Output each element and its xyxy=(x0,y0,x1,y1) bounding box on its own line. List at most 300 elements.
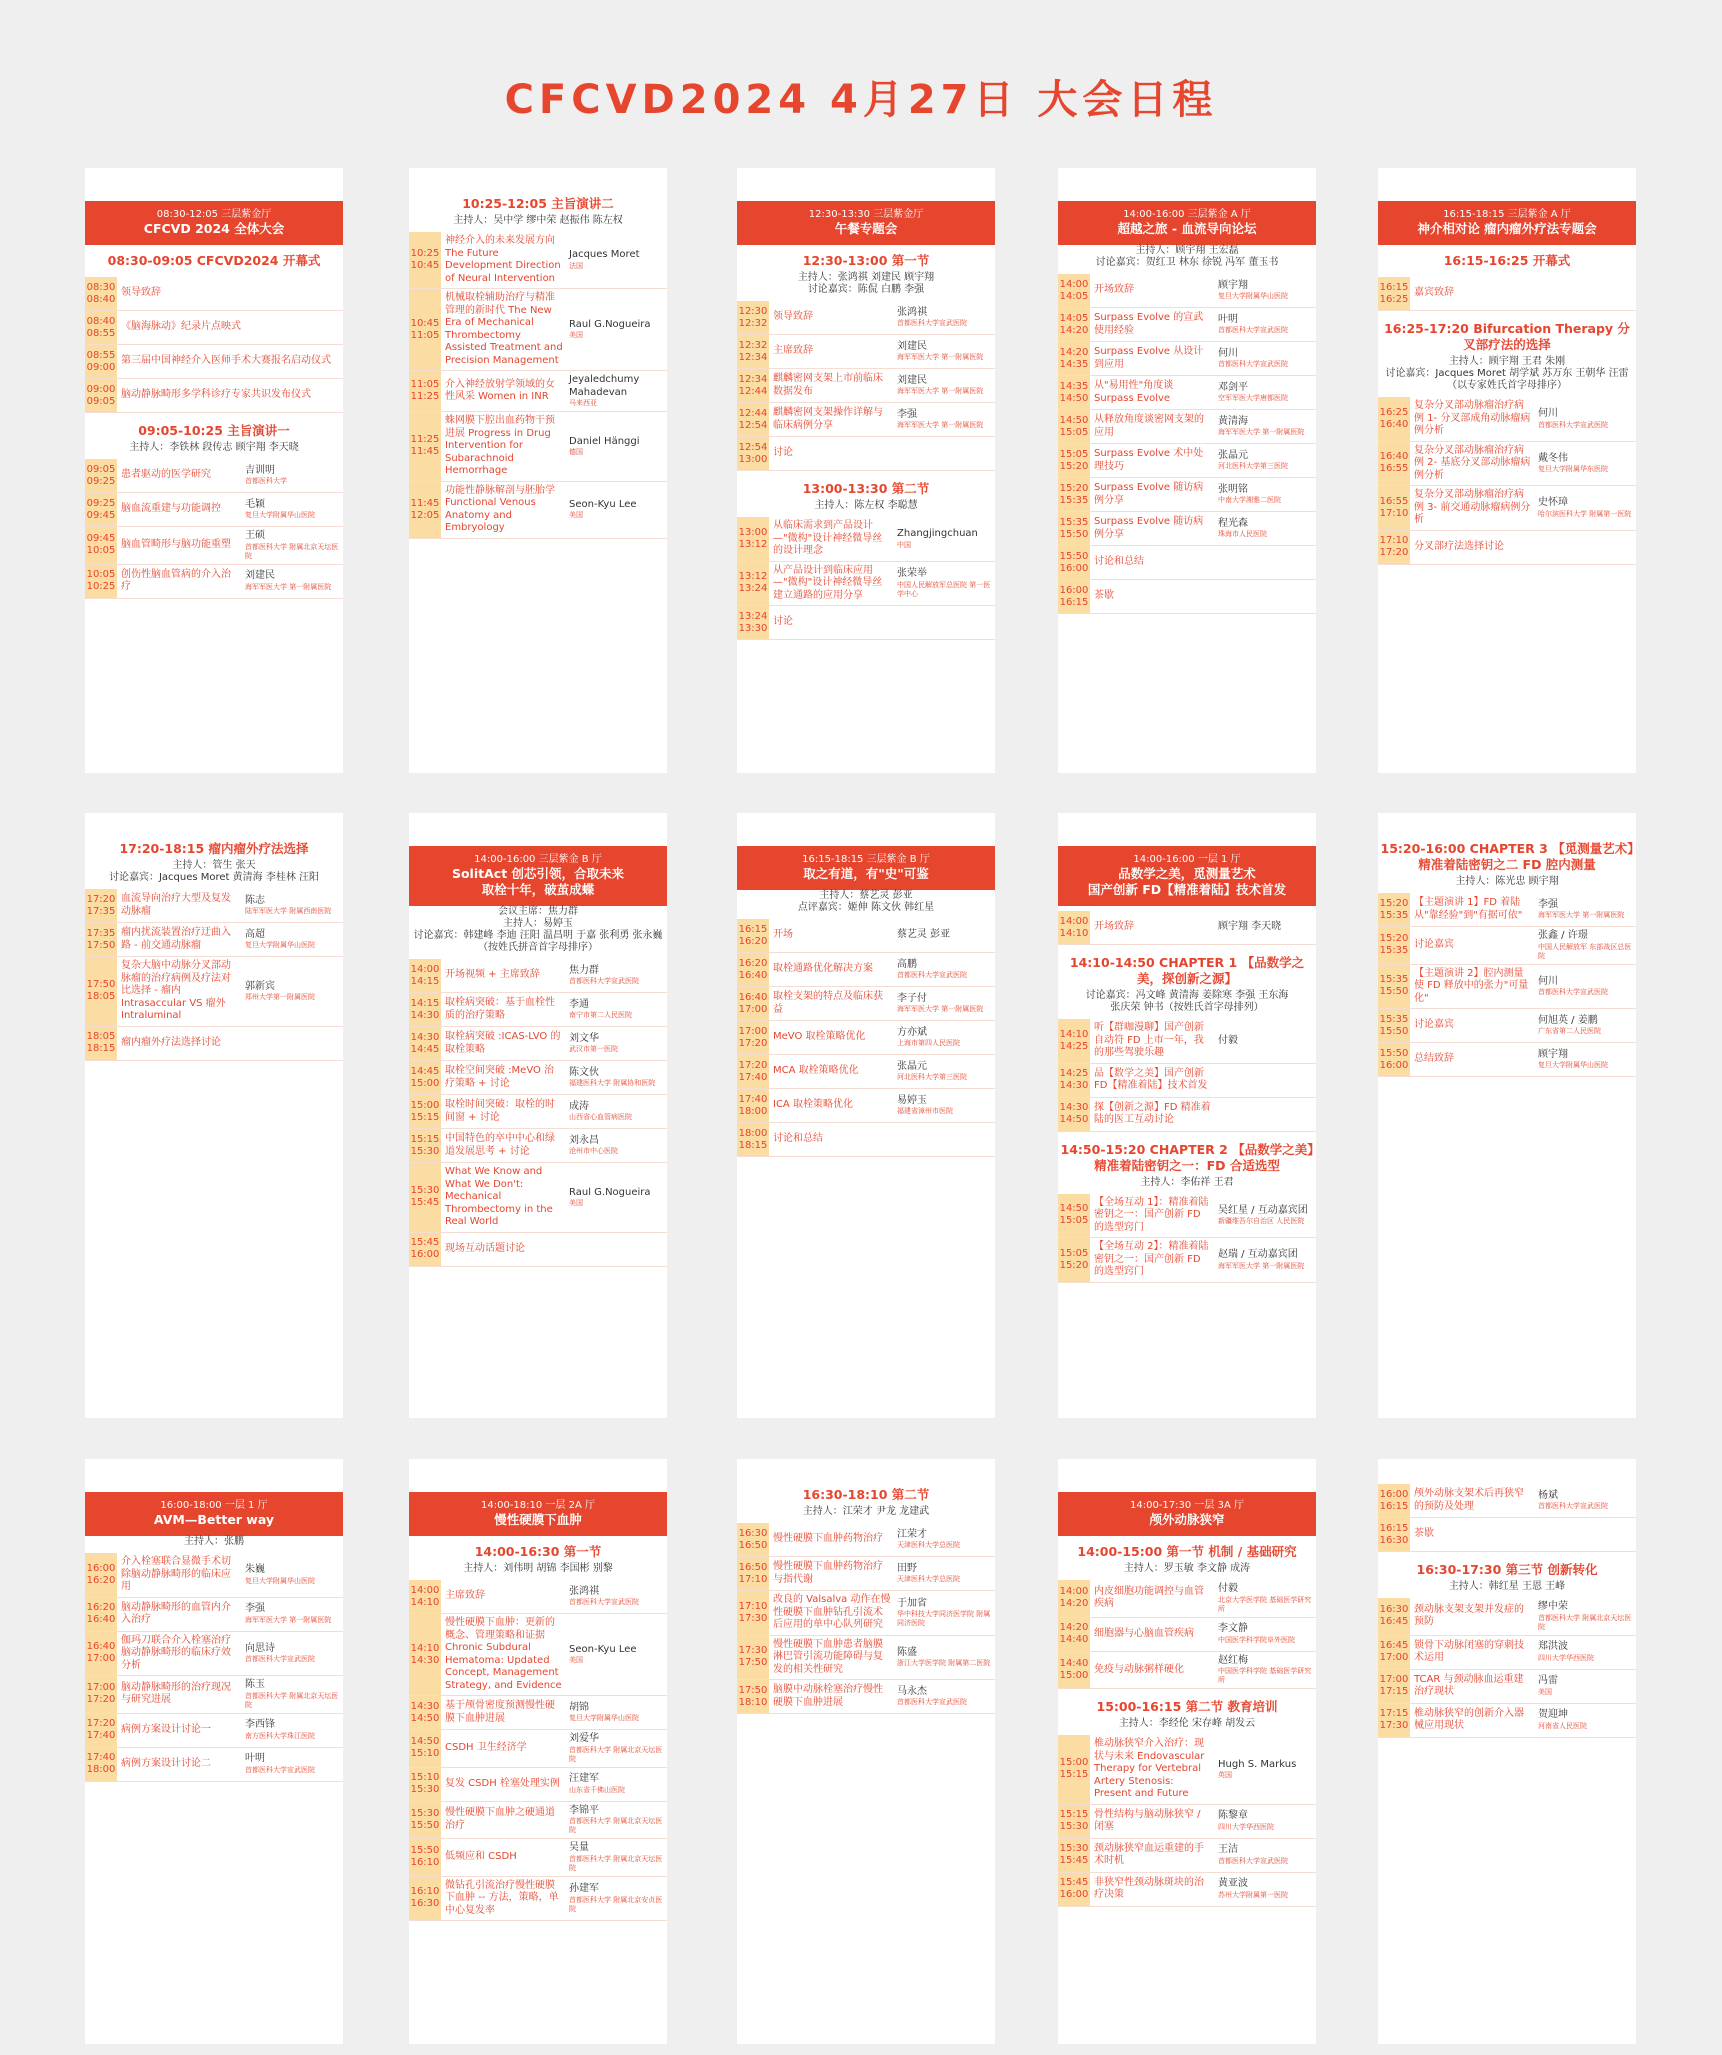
speaker-name: 张鸿祺 xyxy=(569,1585,599,1597)
session-header xyxy=(737,201,995,245)
speaker-cell xyxy=(243,957,343,1026)
talk-topic: 微钻孔引流治疗慢性硬膜下血肿 -- 方法，策略，单中心复发率 xyxy=(445,1879,559,1916)
agenda-list xyxy=(737,1523,995,1714)
session-block xyxy=(409,188,667,539)
talk-topic: 细胞器与心脑血管疾病 xyxy=(1094,1627,1194,1639)
time-cell xyxy=(409,1768,441,1801)
speaker-cell xyxy=(243,1632,343,1676)
time-start: 15:20 xyxy=(1379,933,1409,945)
time-end: 15:20 xyxy=(1059,460,1089,472)
time-cell xyxy=(85,1027,117,1060)
time-cell xyxy=(1378,927,1410,964)
section-title: 16:25-17:20 Bifurcation Therapy 分叉部疗法的选择 xyxy=(1384,321,1630,352)
time-cell xyxy=(409,412,441,481)
agenda-list xyxy=(1378,1484,1636,1552)
talk-topic: 非狭窄性颈动脉斑块的治疗决策 xyxy=(1094,1876,1204,1900)
talk-topic: 瘤内瘤外疗法选择讨论 xyxy=(121,1036,221,1048)
time-cell xyxy=(737,1680,769,1713)
talk-topic: 取栓通路优化解决方案 xyxy=(773,963,873,975)
agenda-row xyxy=(737,1636,995,1681)
agenda-row xyxy=(85,565,343,599)
host-line: 讨论嘉宾：韩建峰 李迪 汪阳 温昌明 于嘉 张利勇 张永巍 xyxy=(413,930,663,941)
time-start: 14:00 xyxy=(410,1584,440,1596)
speaker-name: 陈志 xyxy=(245,894,265,906)
speaker-cell xyxy=(1216,1098,1316,1131)
time-end: 16:20 xyxy=(86,1574,116,1586)
time-cell xyxy=(409,993,441,1026)
speaker-affiliation: 复旦大学附属华山医院 xyxy=(1538,1061,1608,1070)
talk-topic: 麒麟密网支架操作详解与临床病例分享 xyxy=(773,407,883,431)
speaker-cell xyxy=(567,1696,667,1729)
agenda-row xyxy=(1058,1098,1316,1132)
talk-topic: 介入神经放射学领域的女性风采 Women in INR xyxy=(445,378,555,402)
time-cell xyxy=(1058,1580,1090,1617)
speaker-name: 刘建民 xyxy=(245,570,275,582)
time-end: 11:45 xyxy=(410,446,440,458)
time-start: 14:45 xyxy=(410,1065,440,1077)
speaker-cell xyxy=(1536,277,1636,310)
speaker-cell xyxy=(1536,397,1636,441)
time-cell xyxy=(1378,1484,1410,1517)
time-start: 14:00 xyxy=(1059,1586,1089,1598)
time-start: 17:15 xyxy=(1379,1708,1409,1719)
speaker-affiliation: 首都医科大学宣武医院 xyxy=(1218,360,1288,369)
speaker-name: 贺迎坤 xyxy=(1538,1709,1568,1721)
speaker-name: Raul G.Nogueira xyxy=(569,1186,651,1198)
host-line: 主持人：刘伟明 胡锦 李国彬 别黎 xyxy=(463,1563,613,1574)
speaker-cell xyxy=(567,1730,667,1767)
speaker-name: 毛颖 xyxy=(245,498,265,510)
talk-topic: 讨论 xyxy=(773,616,793,628)
agenda-list xyxy=(85,459,343,599)
time-cell xyxy=(1058,444,1090,477)
time-cell xyxy=(737,919,769,952)
talk-topic: 蛛网膜下腔出血药物干预进展 Progress in Drug Intervention for Subarachnoid Hemorrhage xyxy=(445,415,555,476)
speaker-name: 付毅 xyxy=(1218,1583,1238,1594)
agenda-row xyxy=(1058,512,1316,546)
agenda-row xyxy=(409,959,667,993)
speaker-name: 吴红星 / 互动嘉宾团 xyxy=(1218,1204,1308,1216)
speaker-name: 刘文华 xyxy=(569,1032,599,1044)
time-end: 10:05 xyxy=(86,545,116,557)
talk-topic: 病例方案设计讨论一 xyxy=(121,1723,211,1735)
speaker-name: Daniel Hänggi xyxy=(569,435,640,447)
agenda-row xyxy=(737,562,995,607)
time-start: 16:15 xyxy=(1379,281,1409,293)
talk-topic: 机械取栓辅助治疗与精准管理的新时代 The New Era of Mechanical Thrombectomy Assisted Treatment and Precision Management xyxy=(445,292,563,366)
session-venue: 14:00-16:00 三层紫金 B 厅 xyxy=(474,854,602,865)
session-title: 神介相对论 瘤内瘤外疗法专题会 xyxy=(1417,221,1597,236)
talk-topic: 从产品设计到临床应用—"微构"设计神经微导丝建立通路的应用分享 xyxy=(773,564,883,601)
time-start: 17:40 xyxy=(738,1093,768,1105)
host-line: （以专家姓氏首字母排序） xyxy=(1447,380,1567,391)
agenda-row xyxy=(85,345,343,379)
agenda-row xyxy=(85,1632,343,1677)
time-cell xyxy=(409,1802,441,1839)
time-start: 13:00 xyxy=(738,526,768,538)
time-end: 14:30 xyxy=(410,1009,440,1021)
speaker-affiliation: 海军军医大学 第一附属医院 xyxy=(897,353,984,362)
talk-topic: 主席致辞 xyxy=(773,345,813,357)
time-cell xyxy=(85,1748,117,1781)
speaker-affiliation: 首都医科大学宣武医院 xyxy=(1538,420,1608,429)
session-block xyxy=(85,415,343,599)
time-end: 14:45 xyxy=(410,1043,440,1055)
speaker-affiliation: 海军军医大学 第一附属医院 xyxy=(1218,1261,1305,1270)
speaker-affiliation: 首都医科大学 附属北京天坛医院 xyxy=(245,1691,339,1709)
time-end: 14:35 xyxy=(1059,358,1089,370)
time-start: 14:00 xyxy=(1059,915,1089,927)
speaker-name: 杨斌 xyxy=(1538,1489,1558,1501)
time-start: 09:45 xyxy=(86,533,116,545)
speaker-cell xyxy=(243,923,343,956)
time-start: 10:05 xyxy=(86,569,116,580)
time-end: 16:15 xyxy=(1059,596,1089,608)
host-line: 主持人：江荣才 尹龙 龙建武 xyxy=(802,1506,930,1517)
host-line: 会议主席：焦力群 xyxy=(498,906,578,917)
host-line: 讨论嘉宾：Jacques Moret 胡学斌 苏万东 王朝华 汪雷 xyxy=(1385,368,1629,379)
time-cell xyxy=(737,1523,769,1556)
speaker-affiliation: 复旦大学附属华山医院 xyxy=(1218,292,1288,301)
time-end: 13:00 xyxy=(738,453,768,465)
speaker-name: 顾宇翔 李天晓 xyxy=(1218,921,1282,933)
session-block xyxy=(1058,846,1316,945)
time-cell xyxy=(737,1123,769,1156)
time-start: 14:15 xyxy=(410,997,440,1009)
time-start: 16:40 xyxy=(86,1641,116,1653)
schedule-column xyxy=(85,1459,343,2044)
host-line: 讨论嘉宾：Jacques Moret 黄清海 李桂林 汪阳 xyxy=(108,872,320,883)
time-start: 11:25 xyxy=(410,434,440,446)
speaker-name: 陈盛 xyxy=(897,1646,917,1658)
speaker-affiliation: 中国人民解放军总医院 第一医学中心 xyxy=(897,580,991,598)
talk-topic: 听【群咖漫聊】国产创新自动符 FD 上市一年，我的那些驾驶乐趣 xyxy=(1094,1022,1204,1058)
session-block xyxy=(1378,1484,1636,1552)
talk-topic: 开场致辞 xyxy=(1094,921,1134,933)
agenda-row xyxy=(409,1730,667,1768)
speaker-cell xyxy=(1216,1019,1316,1063)
speaker-affiliation: 四川大学华西医院 xyxy=(1538,1653,1594,1662)
speaker-cell xyxy=(243,527,343,564)
time-cell xyxy=(737,1021,769,1054)
time-start: 14:50 xyxy=(1059,414,1089,426)
agenda-row xyxy=(737,1557,995,1591)
agenda-list xyxy=(1058,911,1316,945)
host-line: 点评嘉宾：姬伸 陈文伙 韩红星 xyxy=(797,902,935,913)
speaker-cell xyxy=(567,1580,667,1613)
time-cell xyxy=(1058,308,1090,341)
agenda-row xyxy=(737,1591,995,1636)
time-end: 14:10 xyxy=(410,1596,440,1608)
speaker-affiliation: 美国 xyxy=(569,1656,583,1665)
speaker-affiliation: 山东省千佛山医院 xyxy=(569,1785,625,1794)
section-title: 09:05-10:25 主旨演讲一 xyxy=(138,423,290,438)
agenda-row xyxy=(409,1027,667,1061)
time-start: 17:20 xyxy=(86,893,116,905)
time-end: 08:40 xyxy=(86,293,116,305)
session-venue: 16:15-18:15 三层紫金 B 厅 xyxy=(802,854,930,865)
agenda-row xyxy=(85,1027,343,1061)
time-cell xyxy=(1058,911,1090,944)
speaker-affiliation: 沧州市中心医院 xyxy=(569,1147,618,1156)
host-line: 主持人：张鹏 xyxy=(184,1536,244,1547)
time-cell xyxy=(1058,376,1090,409)
session-title: AVM—Better way xyxy=(153,1512,275,1527)
agenda-row xyxy=(737,953,995,987)
session-title: 超越之旅 - 血流导向论坛 xyxy=(1117,221,1257,236)
host-line: 主持人：陈光忠 顾宇翔 xyxy=(1455,876,1559,887)
speaker-name: 刘永昌 xyxy=(569,1134,599,1146)
time-cell xyxy=(85,1632,117,1676)
agenda-row xyxy=(1058,274,1316,308)
time-start: 08:30 xyxy=(86,281,116,293)
speaker-name: 刘建民 xyxy=(897,340,927,352)
session-title: 品数学之美，觅测量艺术 xyxy=(1118,866,1256,881)
agenda-row xyxy=(1058,1064,1316,1098)
speaker-name: 成涛 xyxy=(569,1100,589,1112)
talk-topic: 讨论和总结 xyxy=(773,1133,823,1145)
time-start: 15:05 xyxy=(1059,1247,1089,1259)
session-title: 取栓十年，破茧成蝶 xyxy=(481,882,595,897)
time-start: 15:20 xyxy=(1059,482,1089,494)
talk-topic: 领导致辞 xyxy=(121,287,161,299)
agenda-row xyxy=(1378,893,1636,927)
time-cell xyxy=(737,562,769,606)
speaker-name: 赵红梅 xyxy=(1218,1654,1248,1666)
speaker-cell xyxy=(567,1163,667,1232)
talk-topic: 取栓时间突破：取栓的时间窗 + 讨论 xyxy=(445,1099,555,1123)
speaker-cell xyxy=(895,919,995,952)
time-start: 15:45 xyxy=(410,1237,440,1248)
time-end: 15:30 xyxy=(410,1145,440,1157)
time-start: 11:05 xyxy=(410,379,440,390)
talk-topic: 功能性静脉解剖与胚胎学 Functional Venous Anatomy and Embryology xyxy=(445,484,555,533)
time-end: 12:44 xyxy=(738,385,768,397)
time-cell xyxy=(1378,1518,1410,1551)
talk-topic: ICA 取栓策略优化 xyxy=(773,1099,853,1111)
speaker-cell xyxy=(567,412,667,481)
time-cell xyxy=(737,437,769,470)
time-cell xyxy=(409,289,441,370)
speaker-affiliation: 中国医学科学院阜外医院 xyxy=(1218,1635,1295,1644)
speaker-cell xyxy=(1216,1238,1316,1282)
time-start: 17:00 xyxy=(86,1682,116,1694)
speaker-affiliation: 首都医科大学 附属北京天坛医院 xyxy=(245,542,339,560)
speaker-affiliation: 中国 xyxy=(897,540,911,549)
speaker-cell xyxy=(895,301,995,334)
time-end: 17:30 xyxy=(1379,1720,1409,1731)
time-start: 17:35 xyxy=(86,927,116,939)
time-end: 16:55 xyxy=(1379,463,1409,475)
speaker-affiliation: 南方医科大学珠江医院 xyxy=(245,1731,315,1740)
talk-topic: 《脑海脉动》纪录片点映式 xyxy=(121,321,241,333)
speaker-cell xyxy=(895,1055,995,1088)
time-end: 15:30 xyxy=(1059,1821,1089,1832)
talk-topic: 慢性硬膜下血肿之硬通道治疗 xyxy=(445,1807,555,1831)
session-header xyxy=(1058,201,1316,245)
speaker-name: 朱巍 xyxy=(245,1564,265,1575)
speaker-affiliation: 浙江大学医学院 附属第二医院 xyxy=(897,1659,991,1667)
speaker-cell xyxy=(1536,442,1636,486)
time-cell xyxy=(85,379,117,412)
time-start: 16:00 xyxy=(1059,584,1089,596)
speaker-name: 史怀璋 xyxy=(1538,497,1568,508)
time-cell xyxy=(737,606,769,639)
agenda-row xyxy=(737,335,995,369)
time-cell xyxy=(409,959,441,992)
speaker-name: 高鹏 xyxy=(897,958,917,970)
time-end: 10:45 xyxy=(410,260,440,271)
section-title: 15:20-16:00 CHAPTER 3 【觅测量艺术】精准着陆密钥之二 FD 腔内测量 xyxy=(1380,841,1634,872)
speaker-cell xyxy=(1536,927,1636,964)
agenda-row xyxy=(737,1055,995,1089)
agenda-row xyxy=(85,277,343,311)
session-header xyxy=(85,1492,343,1536)
schedule-column xyxy=(737,813,995,1418)
time-start: 15:35 xyxy=(1379,1013,1409,1025)
speaker-affiliation: 复旦大学附属华东医院 xyxy=(1538,465,1608,473)
speaker-name: 易婷玉 xyxy=(897,1094,927,1106)
talk-topic: 血流导向治疗大型及复发动脉瘤 xyxy=(121,893,231,917)
host-line: 主持人：吴中学 缪中荣 赵振伟 陈左权 xyxy=(453,215,623,226)
time-end: 16:40 xyxy=(1379,418,1409,430)
talk-topic: Surpass Evolve 术中处理技巧 xyxy=(1094,448,1204,472)
time-cell xyxy=(737,369,769,402)
talk-topic: 免疫与动脉粥样硬化 xyxy=(1094,1663,1184,1675)
agenda-row xyxy=(1378,1704,1636,1738)
agenda-list xyxy=(1058,1194,1316,1283)
talk-topic: 中国特色的卒中中心和绿道发展思考 + 讨论 xyxy=(445,1133,555,1157)
time-cell xyxy=(1378,397,1410,441)
talk-topic: 椎动脉狭窄的创新介入器械应用现状 xyxy=(1414,1707,1524,1731)
speaker-affiliation: 陆军军医大学 附属西南医院 xyxy=(245,907,332,916)
time-cell xyxy=(1058,1194,1090,1238)
session-block xyxy=(409,1492,667,1921)
time-end: 09:25 xyxy=(86,475,116,487)
speaker-name: 何旭英 / 姜鹏 xyxy=(1538,1014,1598,1026)
time-start: 14:30 xyxy=(410,1031,440,1043)
time-end: 15:00 xyxy=(410,1077,440,1089)
speaker-name: 马永杰 xyxy=(897,1685,927,1697)
time-cell xyxy=(409,1027,441,1060)
talk-topic: 瘤内扰流装置治疗迂曲入路 - 前交通动脉瘤 xyxy=(121,927,231,951)
talk-topic: 从"易用性"角度谈 Surpass Evolve xyxy=(1094,380,1174,404)
time-end: 15:50 xyxy=(410,1819,440,1831)
time-start: 15:05 xyxy=(1059,448,1089,460)
speaker-affiliation: 河北医科大学第三医院 xyxy=(897,1073,967,1082)
time-cell xyxy=(409,1614,441,1695)
speaker-cell xyxy=(567,232,667,288)
talk-topic: 颈动脉支架支架并发症的预防 xyxy=(1414,1603,1524,1628)
speaker-name: 胡锦 xyxy=(569,1701,589,1713)
host-line: 主持人：韩红星 王恩 王峰 xyxy=(1448,1581,1566,1592)
host-line: 讨论嘉宾：贺红卫 林东 徐锐 冯军 董玉书 xyxy=(1095,257,1279,268)
speaker-cell xyxy=(567,959,667,992)
speaker-affiliation: 哈尔滨医科大学 附属第一医院 xyxy=(1538,509,1632,518)
speaker-name: 何川 xyxy=(1218,347,1238,359)
talk-topic: 脑血管畸形与脑功能重塑 xyxy=(121,539,231,550)
speaker-affiliation: 首都医科大学宣武医院 xyxy=(897,319,967,328)
agenda-row xyxy=(1058,410,1316,444)
time-cell xyxy=(85,277,117,310)
session-block xyxy=(737,473,995,640)
time-end: 17:50 xyxy=(86,939,116,951)
time-start: 13:24 xyxy=(738,610,768,622)
time-cell xyxy=(409,1877,441,1921)
agenda-row xyxy=(1058,1805,1316,1839)
time-cell xyxy=(85,957,117,1026)
agenda-row xyxy=(409,1129,667,1163)
time-cell xyxy=(1378,1043,1410,1076)
time-cell xyxy=(85,345,117,378)
time-cell xyxy=(1058,1652,1090,1689)
time-end: 09:00 xyxy=(86,361,116,373)
time-start: 17:00 xyxy=(1379,1674,1409,1685)
time-cell xyxy=(409,1129,441,1162)
time-start: 14:10 xyxy=(1059,1028,1089,1040)
talk-topic: 椎动脉狭窄介入治疗：现状与未来 Endovascular Therapy for Vertebral Artery Stenosis: Present and Future xyxy=(1094,1738,1205,1799)
speaker-cell xyxy=(895,953,995,986)
time-cell xyxy=(409,482,441,538)
speaker-cell xyxy=(1216,1735,1316,1804)
talk-topic: 内皮细胞功能调控与血管疾病 xyxy=(1094,1585,1204,1610)
time-end: 15:45 xyxy=(1059,1855,1089,1866)
time-cell xyxy=(85,493,117,526)
session-title: 取之有道，有"史"可鉴 xyxy=(803,866,929,881)
agenda-row xyxy=(1058,308,1316,342)
talk-topic: TCAR 与颈动脉血运重建治疗现状 xyxy=(1414,1673,1524,1697)
time-start: 15:15 xyxy=(1059,1809,1089,1820)
session-title: CFCVD 2024 全体大会 xyxy=(143,221,285,236)
talk-topic: 取栓空间突破 :MeVO 治疗策略 + 讨论 xyxy=(445,1065,555,1089)
time-start: 14:40 xyxy=(1059,1657,1089,1669)
agenda-row xyxy=(737,369,995,403)
time-start: 15:00 xyxy=(410,1099,440,1111)
host-line: 主持人：管生 张天 xyxy=(172,860,256,871)
agenda-row xyxy=(1378,277,1636,311)
agenda-row xyxy=(85,923,343,957)
agenda-row xyxy=(737,437,995,471)
talk-topic: CSDH 卫生经济学 xyxy=(445,1742,527,1753)
time-start: 11:45 xyxy=(410,497,440,509)
host-line: 主持人：顾宇翔 王君 朱刚 xyxy=(1448,356,1566,367)
talk-topic: 伽玛刀联合介入栓塞治疗脑动静脉畸形的临床疗效分析 xyxy=(121,1634,231,1671)
speaker-cell xyxy=(567,1877,667,1921)
agenda-row xyxy=(85,459,343,493)
agenda-row xyxy=(85,1598,343,1632)
agenda-row xyxy=(409,371,667,412)
speaker-name: Jeyaledchumy Mahadevan xyxy=(569,374,640,398)
session-block xyxy=(85,833,343,1061)
time-start: 12:30 xyxy=(738,305,768,317)
speaker-name: Jacques Moret xyxy=(569,249,640,261)
time-start: 14:30 xyxy=(410,1700,440,1712)
talk-topic: 品【数学之美】国产创新 FD【精准着陆】技术首发 xyxy=(1094,1067,1208,1091)
time-start: 16:10 xyxy=(410,1886,440,1898)
speaker-cell xyxy=(243,889,343,922)
session-venue: 14:00-16:00 三层紫金 A 厅 xyxy=(1123,209,1251,220)
schedule-column xyxy=(409,168,667,773)
host-line: 主持人：李经伦 宋存峰 胡发云 xyxy=(1118,1718,1256,1729)
agenda-row xyxy=(409,289,667,371)
time-end: 14:50 xyxy=(1059,1114,1089,1125)
speaker-affiliation: 海军军医大学 第一附属医院 xyxy=(245,582,332,591)
agenda-list xyxy=(1058,1580,1316,1689)
time-cell xyxy=(1378,1670,1410,1703)
speaker-cell xyxy=(895,517,995,561)
speaker-name: 王硕 xyxy=(245,530,265,541)
speaker-name: Hugh S. Markus xyxy=(1218,1758,1297,1770)
